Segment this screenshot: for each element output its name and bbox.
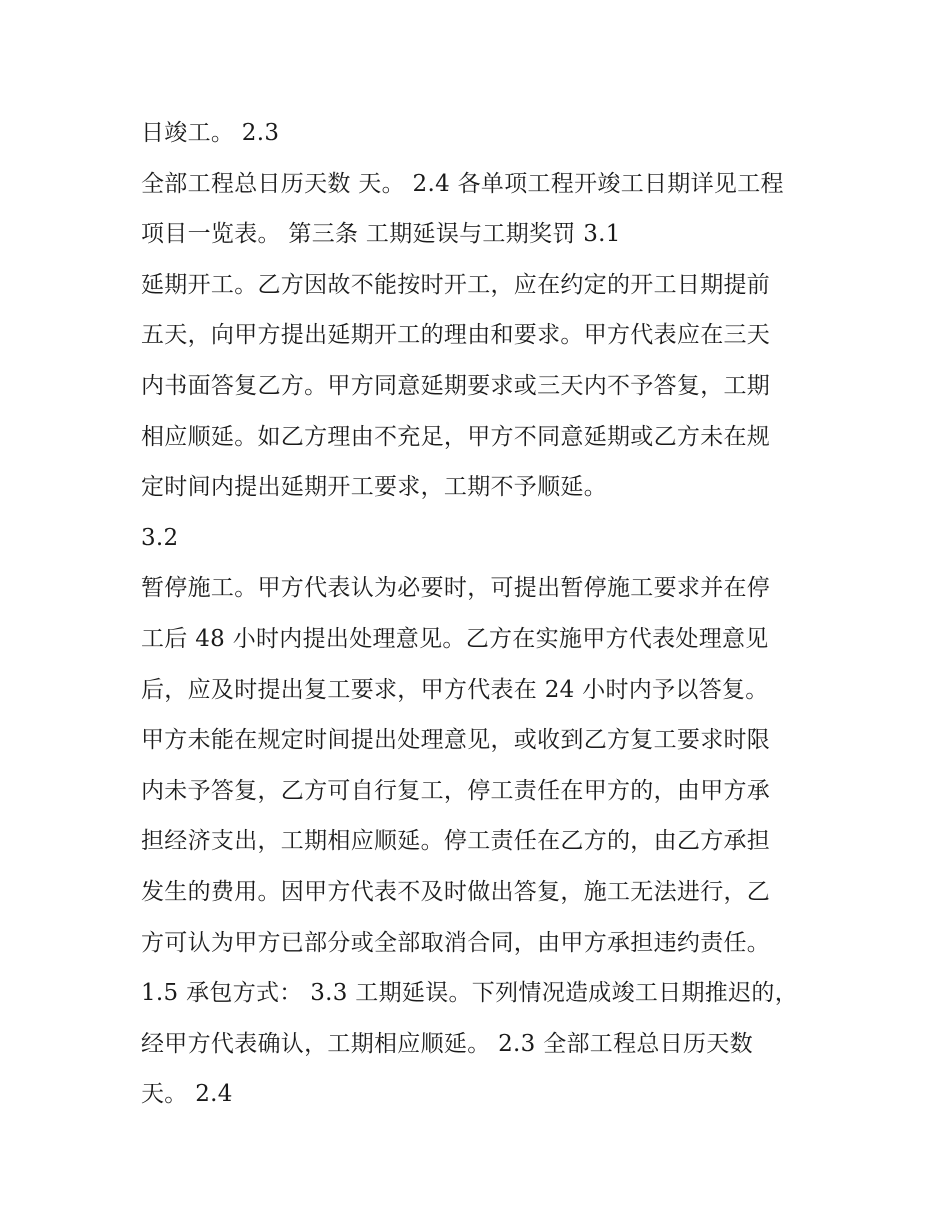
- text-line: 内书面答复乙方。甲方同意延期要求或三天内不予答复，工期: [141, 372, 771, 399]
- text-line: 后，应及时提出复工要求，甲方代表在 24 小时内予以答复。: [141, 676, 769, 703]
- text-line: 全部工程总日历天数 天。 2.4 各单项工程开竣工日期详见工程: [141, 170, 784, 197]
- text-line: 方可认为甲方已部分或全部取消合同，由甲方承担违约责任。: [141, 929, 771, 956]
- text-line: 3.2: [141, 524, 179, 551]
- text-line: 1.5 承包方式： 3.3 工期延误。下列情况造成竣工日期推迟的，: [141, 980, 798, 1007]
- text-line: 担经济支出，工期相应顺延。停工责任在乙方的，由乙方承担: [141, 828, 771, 855]
- text-line: 相应顺延。如乙方理由不充足，甲方不同意延期或乙方未在规: [141, 423, 771, 450]
- text-line: 甲方未能在规定时间提出处理意见，或收到乙方复工要求时限: [141, 727, 771, 754]
- text-line: 发生的费用。因甲方代表不及时做出答复，施工无法进行，乙: [141, 878, 771, 905]
- text-line: 经甲方代表确认，工期相应顺延。 2.3 全部工程总日历天数: [141, 1030, 753, 1057]
- text-line: 项目一览表。 第三条 工期延误与工期奖罚 3.1: [141, 221, 621, 248]
- text-line: 内未予答复，乙方可自行复工，停工责任在甲方的，由甲方承: [141, 777, 771, 804]
- text-line: 暂停施工。甲方代表认为必要时，可提出暂停施工要求并在停: [141, 575, 771, 602]
- text-line: 日竣工。 2.3: [141, 120, 280, 146]
- document-body: [141, 108, 831, 1120]
- text-line: 天。 2.4: [141, 1081, 233, 1108]
- text-line: 延期开工。乙方因故不能按时开工，应在约定的开工日期提前: [141, 271, 771, 298]
- text-line: 定时间内提出延期开工要求，工期不予顺延。: [141, 474, 607, 501]
- text-line: 五天，向甲方提出延期开工的理由和要求。甲方代表应在三天: [141, 322, 771, 349]
- text-line: 工后 48 小时内提出处理意见。乙方在实施甲方代表处理意见: [141, 625, 769, 652]
